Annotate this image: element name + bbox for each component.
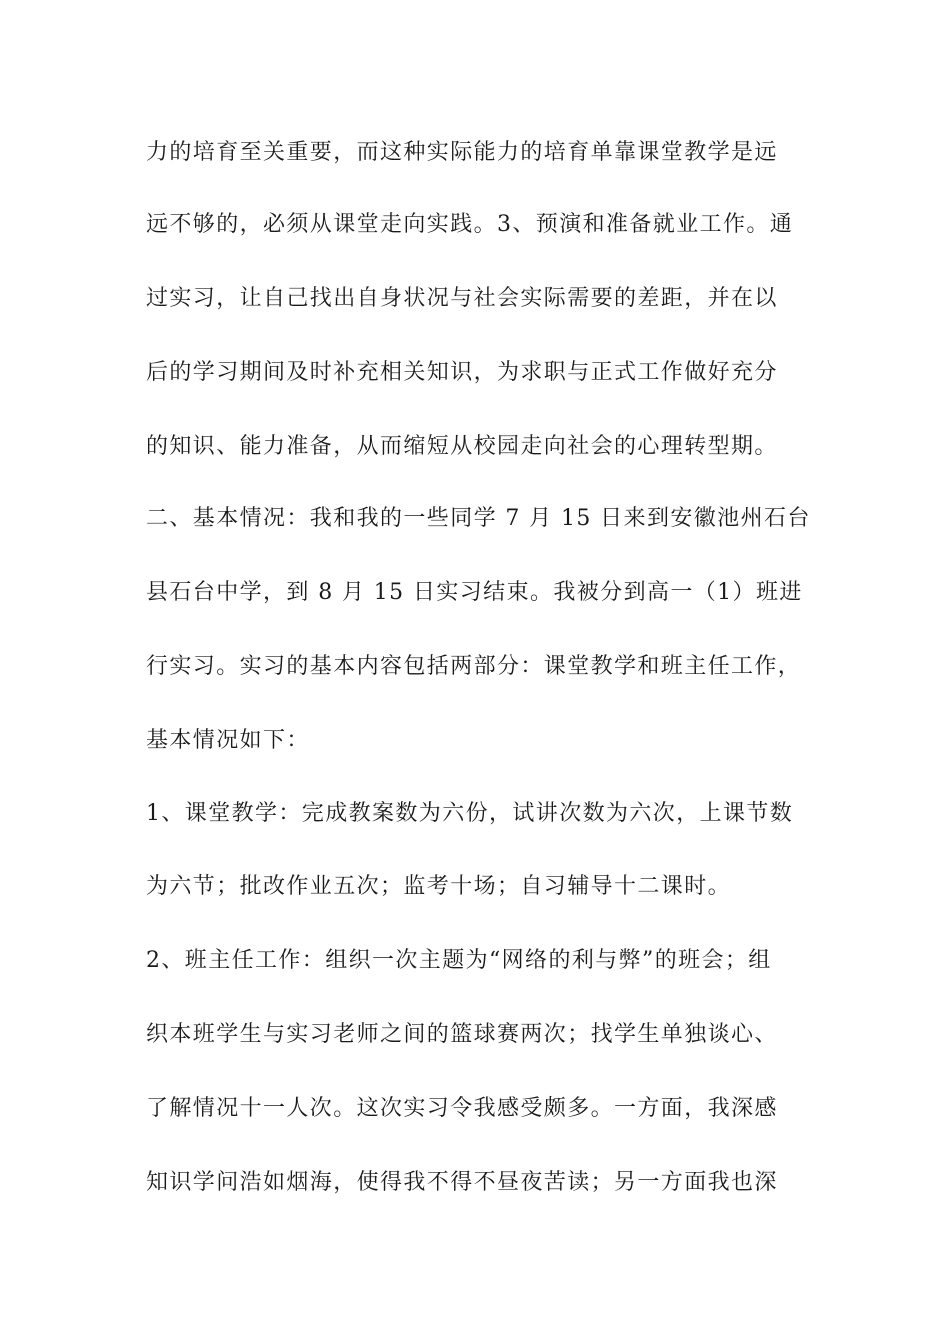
list-item-line: 1、课堂教学：完成教案数为六份，试讲次数为六次，上课节数 bbox=[146, 801, 794, 826]
text-line: 远不够的，必须从课堂走向实践。3、预演和准备就业工作。通 bbox=[146, 212, 794, 237]
text-line: 行实习。实习的基本内容包括两部分：课堂教学和班主任工作， bbox=[146, 654, 802, 679]
text-line: 了解情况十一人次。这次实习令我感受颇多。一方面，我深感 bbox=[146, 1096, 778, 1121]
text-line: 力的培育至关重要，而这种实际能力的培育单靠课堂教学是远 bbox=[146, 140, 778, 165]
text-line: 织本班学生与实习老师之间的篮球赛两次；找学生单独谈心、 bbox=[146, 1022, 778, 1047]
text-line: 基本情况如下： bbox=[146, 728, 310, 753]
text-line: 县石台中学，到 8 月 15 日实习结束。我被分到高一（1）班进 bbox=[146, 580, 803, 605]
text-line: 为六节；批改作业五次；监考十场；自习辅导十二课时。 bbox=[146, 874, 732, 899]
section-heading-line: 二、基本情况：我和我的一些同学 7 月 15 日来到安徽池州石台 bbox=[146, 506, 811, 531]
text-line: 的知识、能力准备，从而缩短从校园走向社会的心理转型期。 bbox=[146, 434, 778, 459]
text-line: 后的学习期间及时补充相关知识，为求职与正式工作做好充分 bbox=[146, 360, 778, 385]
text-line: 知识学问浩如烟海，使得我不得不昼夜苦读；另一方面我也深 bbox=[146, 1170, 778, 1195]
list-item-line: 2、班主任工作：组织一次主题为“网络的利与弊”的班会；组 bbox=[146, 948, 772, 973]
text-line: 过实习，让自己找出自身状况与社会实际需要的差距，并在以 bbox=[146, 286, 778, 311]
